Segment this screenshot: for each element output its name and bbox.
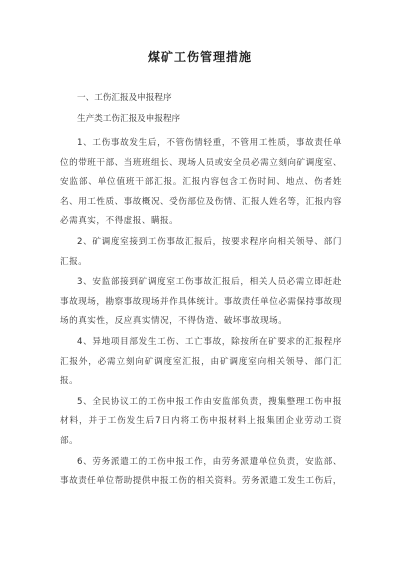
paragraph-5: 5、全民协议工的工伤申报工作由安监部负责，搜集整理工伤申报材料，并于工伤发生后7日内将工伤申报材料上报集团企业劳动工资部。 [60, 396, 342, 446]
document-body [60, 92, 342, 493]
paragraph-4: 4、异地项目部发生工伤、工亡事故，除按所在矿要求的汇报程序汇报外，必需立刻向矿调度室汇报，由矿调度室向相关领导、部门汇报。 [60, 336, 342, 387]
paragraph-1: 1、工伤事故发生后，不管伤情轻重，不管用工性质，事故责任单位的带班干部、当班班组长、现场人员或安全员必需立刻向矿调度室、安监部、单位值班干部汇报。汇报内容包含工伤时间、地点、伤者姓名、用工性质、事故概况、受伤部位及伤情、汇报人姓名等，汇报内容必需真实，不得虚报、瞒报。 [60, 138, 342, 227]
paragraph-2: 2、矿调度室接到工伤事故汇报后，按要求程序向相关领导、部门汇报。 [60, 236, 342, 267]
paragraph-6: 6、劳务派遣工的工伤申报工作，由劳务派遣单位负责，安监部、事故责任单位帮助提供申报工伤的相关资料。劳务派遣工发生工伤后， [60, 456, 342, 487]
sub-heading: 生产类工伤汇报及申报程序 [77, 114, 181, 124]
document-title: 煤矿工伤管理措施 [147, 50, 252, 64]
paragraph-3: 3、安监部接到矿调度室工伤事故汇报后，相关人员必需立即赶赴事故现场，勘察事故现场并作具体统计。事故责任单位必需保持事故现场的真实性，反应真实情况，不得伪造、破坏事故现场。 [60, 277, 342, 327]
section-heading: 一、工伤汇报及申报程序 [77, 93, 172, 103]
